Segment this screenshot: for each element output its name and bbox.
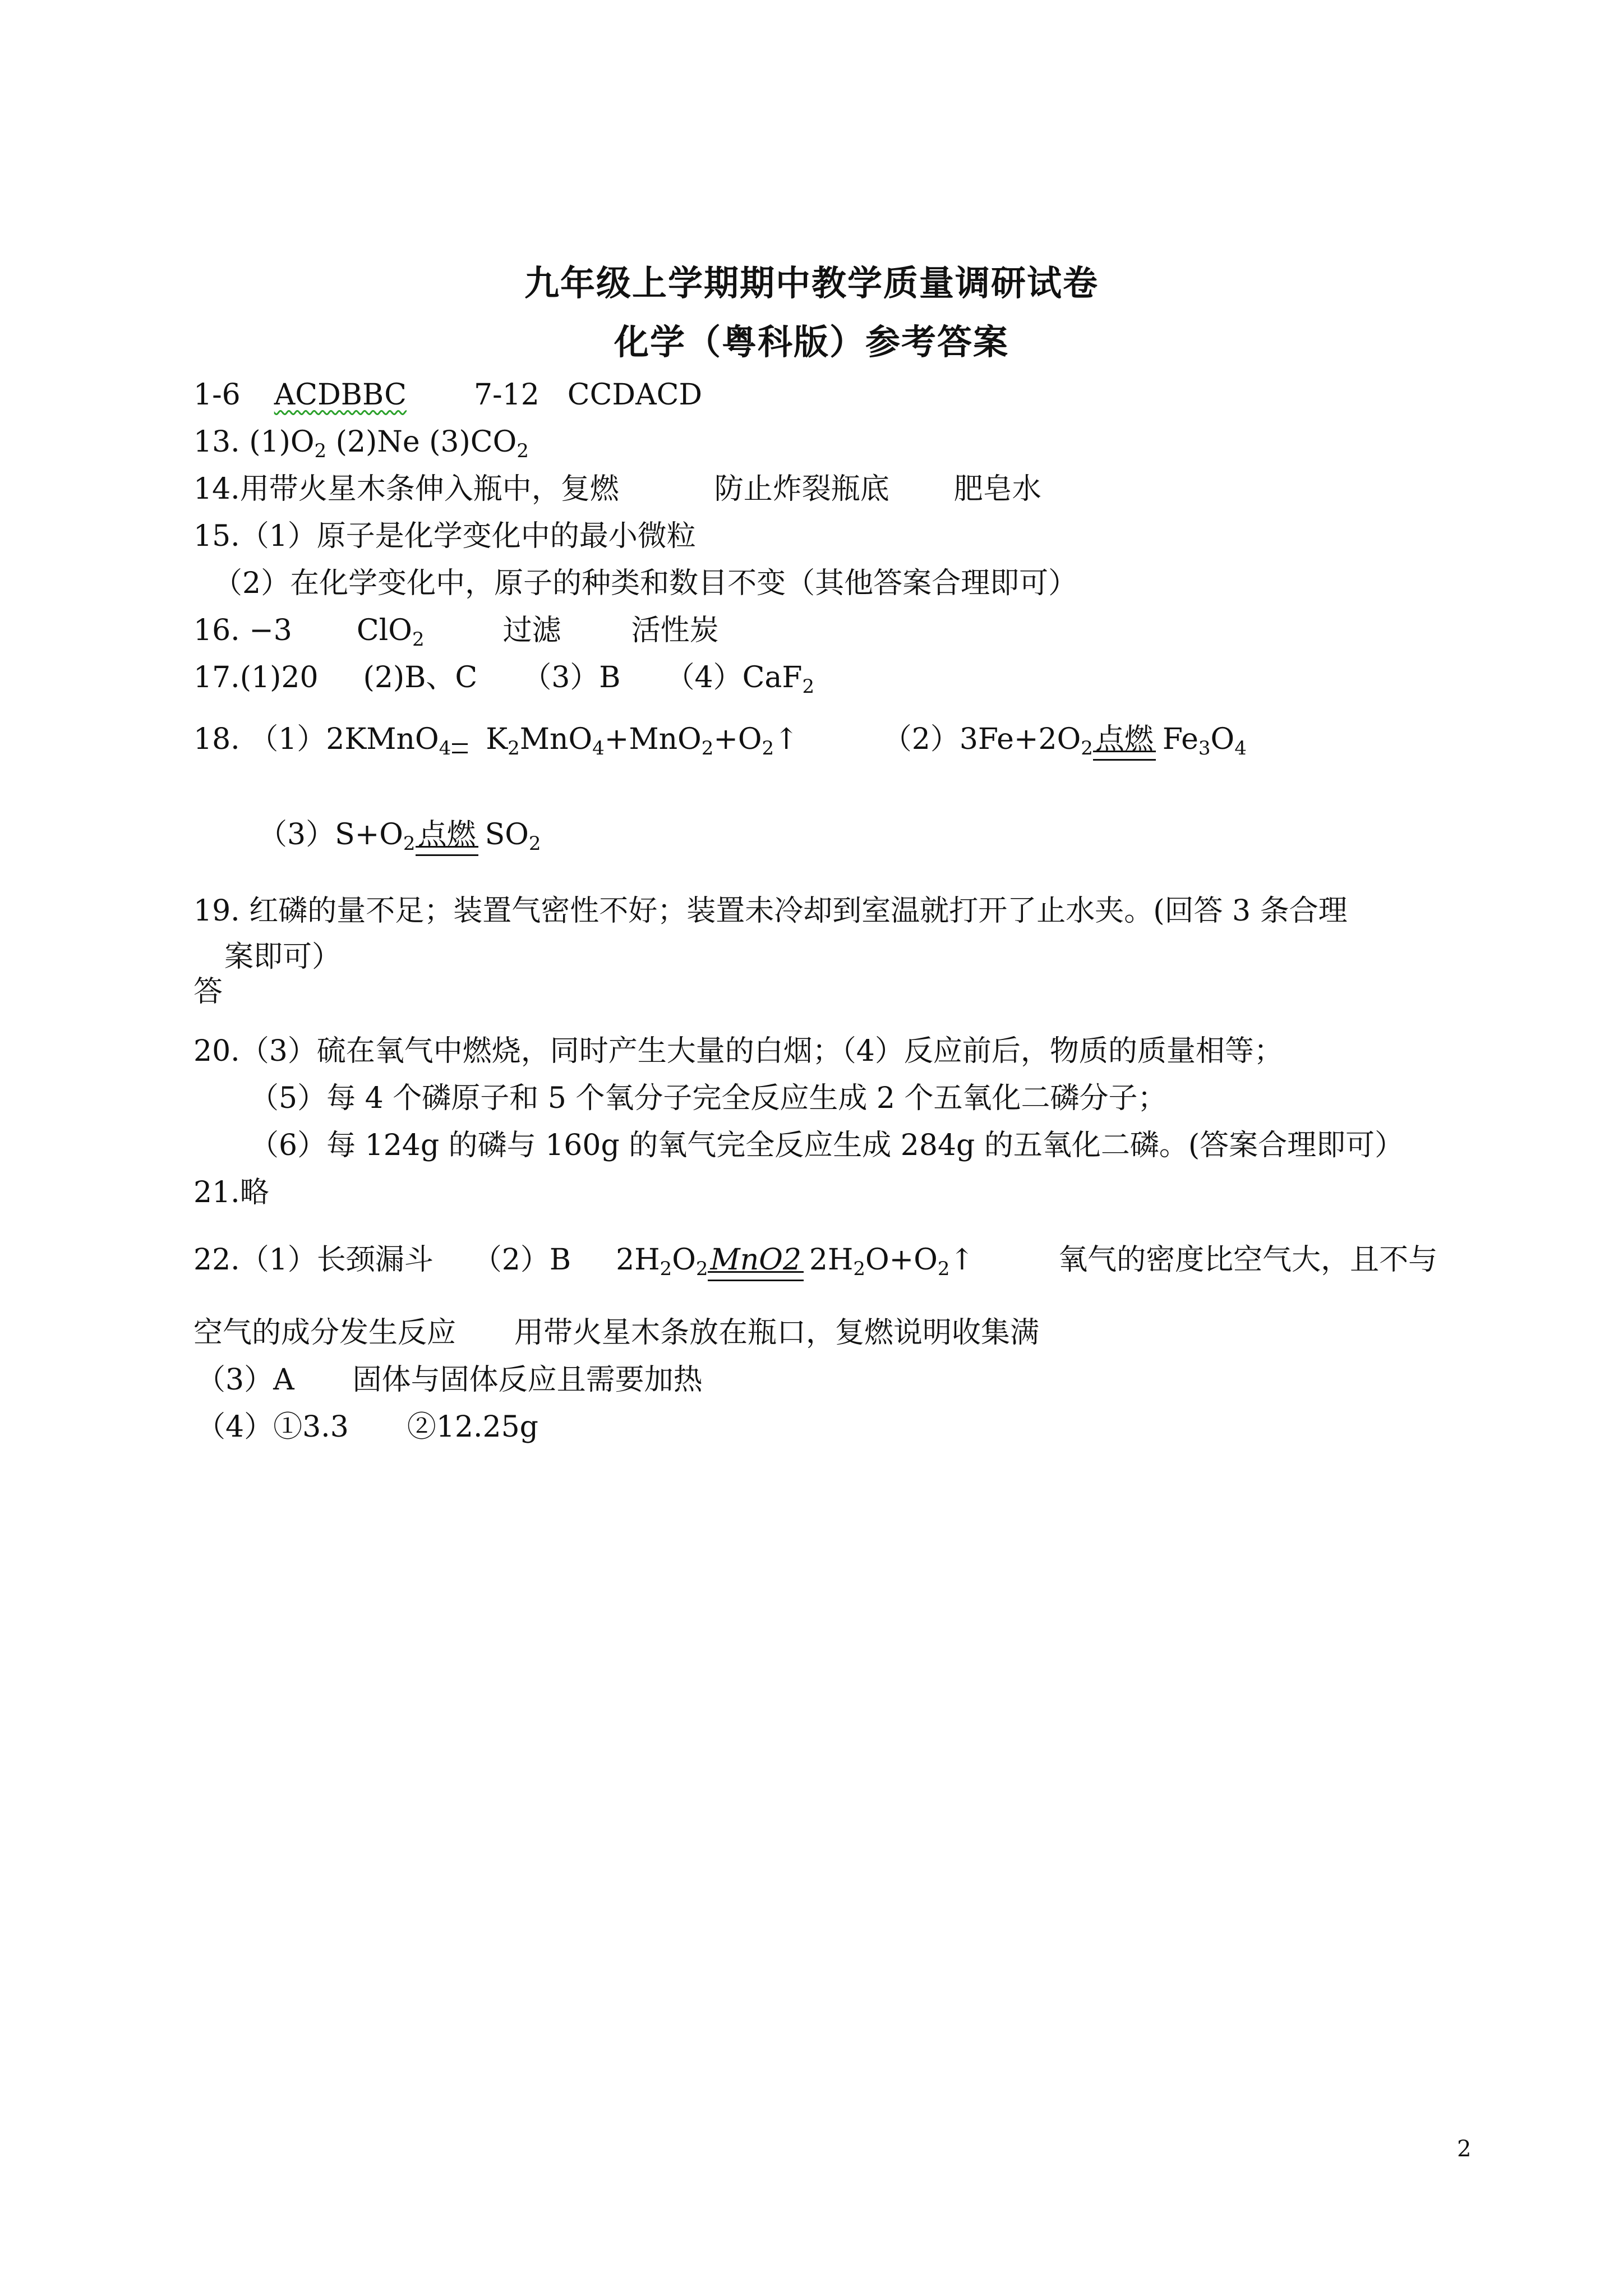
- page-title: 九年级上学期期中教学质量调研试卷: [524, 263, 1099, 303]
- answer-16: 16. −3 ClO$_2$ 过滤 活性炭: [193, 614, 719, 651]
- answer-7-12-label: 7-12: [473, 378, 540, 412]
- answer-17: 17.(1)20 (2)B、C （3）B （4）CaF$_2$: [193, 661, 815, 698]
- ignite-condition: 点燃: [1093, 721, 1156, 757]
- answer-15-1: 15.（1）原子是化学变化中的最小微粒: [193, 519, 696, 553]
- answer-15-2: （2）在化学变化中，原子的种类和数目不变（其他答案合理即可）: [213, 567, 1078, 600]
- page-number: 2: [1457, 2136, 1472, 2162]
- answer-14: 14.用带火星木条伸入瓶中，复燃 防止炸裂瓶底 肥皂水: [193, 472, 1041, 506]
- answer-22-line3: （3）A 固体与固体反应且需要加热: [196, 1363, 703, 1397]
- answer-1-6-label: 1-6: [193, 378, 241, 412]
- heating-condition-mark: [451, 731, 469, 753]
- answer-20-line1: 20.（3）硫在氧气中燃烧，同时产生大量的白烟；（4）反应前后，物质的质量相等；: [193, 1034, 1283, 1068]
- answer-22-line2: 空气的成分发生反应 用带火星木条放在瓶口，复燃说明收集满: [193, 1316, 1040, 1350]
- answer-18-line2: $(3)S+O_2$点燃 $SO_2$: [258, 818, 541, 855]
- catalyst-condition: MnO2: [708, 1242, 803, 1278]
- answer-19-line3: 答: [193, 975, 223, 1009]
- page-subtitle: 化学（粤科版）参考答案: [614, 321, 1009, 362]
- answer-18-line1: 18. （1）2KMnO$_4$ $K_2MnO_4+MnO_2+O_2↑$ $(2)3Fe+2O_2$点燃 $Fe_3O_4$: [193, 723, 1247, 760]
- answer-mc-line: [193, 377, 702, 413]
- answer-19-line2: 案即可）: [224, 940, 342, 974]
- answer-19-line1: 19. 红磷的量不足；装置气密性不好；装置未冷却到室温就打开了止水夹。(回答 3 条合理: [193, 894, 1348, 928]
- answer-22-line4: （4）①3.3 ②12.25g: [196, 1410, 538, 1444]
- answer-13: 13. $(1)O_2$ (2)Ne $(3)CO_2$: [193, 425, 529, 462]
- answer-20-line2: （5）每 4 个磷原子和 5 个氧分子完全反应生成 2 个五氧化二磷分子；: [250, 1082, 1167, 1115]
- answer-22-line1: 22.（1）长颈漏斗 （2）B $2H_2O_2MnO2$ $2H_2O+O_2↑$ 氧气的密度比空气大，且不与: [193, 1243, 1438, 1280]
- ignite-condition: 点燃: [416, 817, 478, 853]
- answer-20-line3: （6）每 124g 的磷与 160g 的氧气完全反应生成 284g 的五氧化二磷。(答案合理即可）: [250, 1129, 1404, 1162]
- answer-7-12-value: CCDACD: [567, 378, 703, 412]
- answer-1-6-value: ACDBBC: [274, 378, 407, 412]
- answer-21: 21.略: [193, 1176, 269, 1209]
